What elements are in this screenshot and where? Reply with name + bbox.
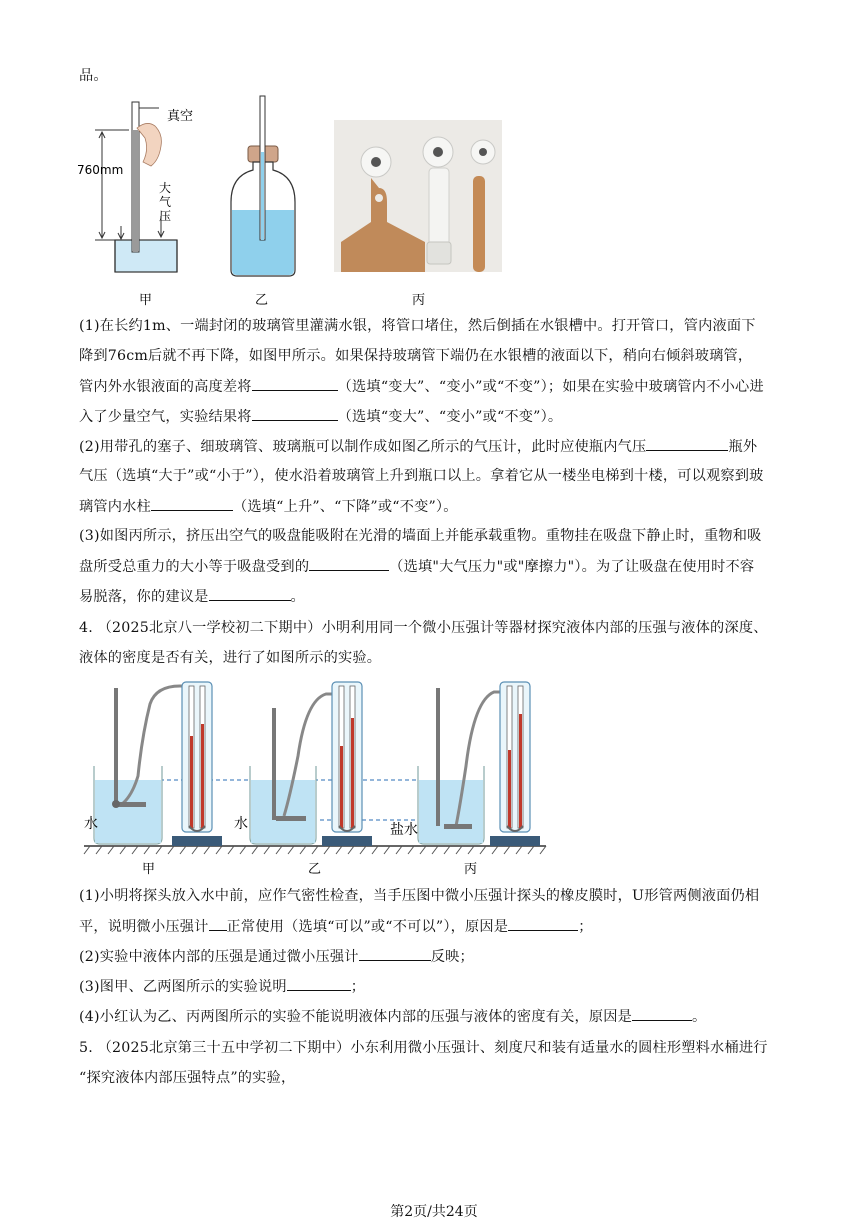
figure-pressure-gauges bbox=[80, 676, 550, 882]
q3-part2-line3 bbox=[79, 496, 791, 517]
setup-bing bbox=[418, 682, 540, 846]
q4-part3-a: (3)图甲、乙两图所示的实验说明 bbox=[79, 979, 287, 995]
answer-blank bbox=[508, 916, 578, 931]
setup-jia bbox=[94, 682, 222, 846]
q3-part2-line3-b: （选填“上升”、“下降”或“不变”）。 bbox=[232, 499, 458, 515]
answer-blank bbox=[287, 976, 351, 991]
answer-blank bbox=[252, 376, 338, 391]
q4-stem-line2: 液体的密度是否有关，进行了如图所示的实验。 bbox=[79, 650, 382, 666]
answer-blank bbox=[309, 556, 389, 571]
q4-part4 bbox=[79, 1006, 791, 1027]
top-fragment: 品。 bbox=[79, 68, 108, 84]
answer-blank bbox=[646, 436, 728, 451]
caption-yi-2: 乙 bbox=[308, 862, 322, 877]
caption-jia-2: 甲 bbox=[142, 862, 156, 877]
label-atm-1: 大 bbox=[159, 181, 172, 195]
q4-part4-b: 。 bbox=[692, 1009, 707, 1025]
q3-part1-line1: (1)在长约1m、一端封闭的玻璃管里灌满水银，将管口堵住，然后倒插在水银槽中。打开管口，管内液面下 bbox=[79, 318, 756, 334]
suction-cup-photo bbox=[334, 120, 502, 272]
q3-part1-line3-a: 管内外水银液面的高度差将 bbox=[79, 379, 252, 395]
label-atm-3: 压 bbox=[159, 209, 172, 223]
q3-part1-line4-b: （选填“变大”、“变小”或“不变”）。 bbox=[337, 409, 563, 425]
label-760mm: 760mm bbox=[77, 163, 124, 177]
q3-part3-line3 bbox=[79, 586, 791, 607]
q3-part3-line2-b: （选填"大气压力"或"摩擦力"）。为了让吸盘在使用时不容 bbox=[389, 559, 755, 575]
setup-yi bbox=[250, 682, 372, 846]
q4-part3 bbox=[79, 976, 791, 997]
q3-part2-line2: 气压（选填“大于”或“小于”），使水沿着玻璃管上升到瓶口以上。拿着它从一楼坐电梯到十楼，可以观察到玻 bbox=[79, 468, 764, 484]
answer-blank bbox=[209, 916, 227, 931]
label-atm-2: 气 bbox=[159, 195, 172, 209]
answer-blank bbox=[632, 1006, 692, 1021]
caption-jia: 甲 bbox=[139, 293, 153, 308]
q3-part1-line3 bbox=[79, 376, 791, 397]
q4-part1-line1: (1)小明将探头放入水中前，应作气密性检查，当手压图中微小压强计探头的橡皮膜时，U形管两侧液面仍相 bbox=[79, 888, 760, 904]
q3-part1-line4-a: 入了少量空气，实验结果将 bbox=[79, 409, 252, 425]
q5-stem-line1: 5. （2025北京第三十五中学初二下期中）小东利用微小压强计、刻度尺和装有适量水的圆柱形塑料水桶进行 bbox=[79, 1040, 768, 1056]
q4-part2-b: 反映； bbox=[430, 949, 474, 965]
liquid-label-3: 盐水 bbox=[390, 822, 418, 838]
caption-yi: 乙 bbox=[255, 293, 269, 308]
caption-bing-2: 丙 bbox=[464, 862, 478, 877]
answer-blank bbox=[151, 496, 233, 511]
q4-part1-line2 bbox=[79, 916, 791, 937]
q4-stem-line1: 4. （2025北京八一学校初二下期中）小明利用同一个微小压强计等器材探究液体内部的压强与液体的深度、 bbox=[79, 620, 768, 636]
answer-blank bbox=[252, 406, 338, 421]
q3-part1-line4 bbox=[79, 406, 791, 427]
q3-part1-line3-b: （选填“变大”、“变小”或“不变”）；如果在实验中玻璃管内不小心进 bbox=[337, 379, 764, 395]
q4-part2 bbox=[79, 946, 791, 967]
answer-blank bbox=[209, 586, 291, 601]
q5-stem-line2: “探究液体内部压强特点”的实验， bbox=[79, 1070, 296, 1086]
q3-part2-line1-b: 瓶外 bbox=[728, 439, 758, 455]
q3-part3-line3-b: 。 bbox=[290, 589, 305, 605]
q4-part1-line2-b: 正常使用（选填“可以”或“不可以”），原因是 bbox=[226, 919, 509, 935]
q3-part3-line1: (3)如图丙所示，挤压出空气的吸盘能吸附在光滑的墙面上并能承载重物。重物挂在吸盘下静止时，重物和吸 bbox=[79, 528, 762, 544]
page-footer: 第2页/共24页 bbox=[390, 1204, 478, 1220]
q3-part2-line1 bbox=[79, 436, 791, 457]
figure-barometers bbox=[75, 92, 515, 310]
bottle-barometer bbox=[231, 96, 295, 276]
q4-part2-a: (2)实验中液体内部的压强是通过微小压强计 bbox=[79, 949, 359, 965]
q4-part1-line2-a: 平，说明微小压强计 bbox=[79, 919, 209, 935]
q3-part3-line2-a: 盘所受总重力的大小等于吸盘受到的 bbox=[79, 559, 310, 575]
label-vacuum: 真空 bbox=[167, 109, 194, 124]
q4-part3-b: ； bbox=[350, 979, 366, 995]
q4-part1-line2-c: ； bbox=[578, 919, 593, 935]
answer-blank bbox=[359, 946, 431, 961]
q3-part3-line2 bbox=[79, 556, 791, 577]
q3-part2-line3-a: 璃管内水柱 bbox=[79, 499, 151, 515]
q3-part3-line3-a: 易脱落，你的建议是 bbox=[79, 589, 209, 605]
q4-part4-a: (4)小红认为乙、丙两图所示的实验不能说明液体内部的压强与液体的密度有关，原因是 bbox=[79, 1009, 633, 1025]
caption-bing: 丙 bbox=[412, 293, 426, 308]
liquid-label-1: 水 bbox=[84, 816, 98, 832]
q3-part1-line2: 降到76cm后就不再下降，如图甲所示。如果保持玻璃管下端仍在水银槽的液面以下，稍向右倾斜玻璃管， bbox=[79, 348, 753, 364]
q3-part2-line1-a: (2)用带孔的塞子、细玻璃管、玻璃瓶可以制作成如图乙所示的气压计，此时应使瓶内气压 bbox=[79, 439, 647, 455]
liquid-label-2: 水 bbox=[234, 816, 248, 832]
